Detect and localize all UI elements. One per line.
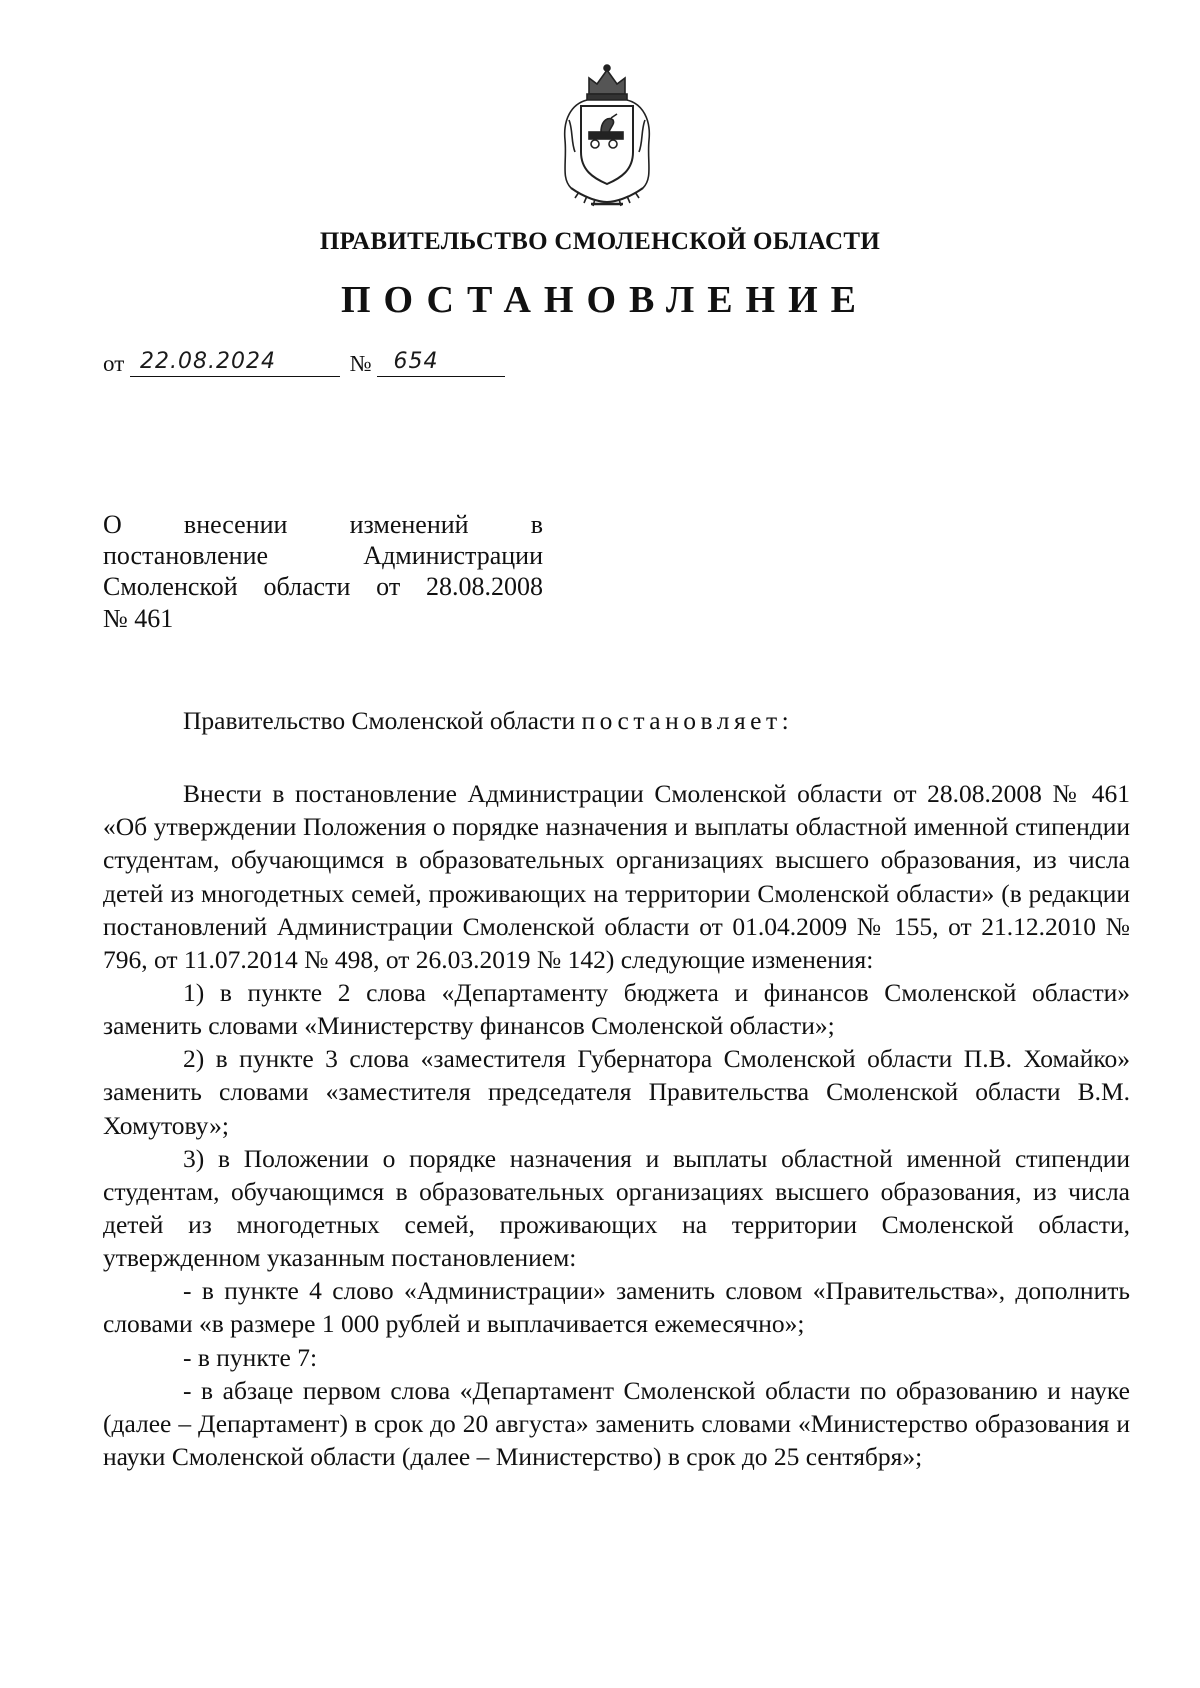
subject-line-3: Смоленской области от 28.08.2008 [103, 572, 543, 602]
number-prefix: № [349, 351, 372, 376]
date-prefix: от [103, 351, 125, 376]
paragraph-main: Внести в постановление Администрации Смоленской области от 28.08.2008 № 461 «Об утверждении Положения о порядке назначения и выплаты областной именной стипендии студентам, обучающимся в образовательных организациях высшего образования, из числа детей из многодетных семей, проживающих на территории Смоленской области» (в редакции постановлений Администрации Смоленской области от 01.04.2009 № 155, от 21.12.2010 № 796, от 11.07.2014 № 498, от 26.03.2019 № 142) следующие изменения: [103, 779, 1130, 974]
document-body [103, 704, 1130, 1473]
subject-line-1: О внесении изменений в [103, 510, 543, 539]
paragraph-item-3: 3) в Положении о порядке назначения и выплаты областной именной стипендии студентам, обучающимся в образовательных организациях высшего образования, из числа детей из многодетных семей, проживающих на территории Смоленской области, утвержденном указанным постановлением: [103, 1143, 1130, 1273]
paragraph-abzac-1: - в абзаце первом слова «Департамент Смоленской области по образованию и науке (далее – Департамент) в срок до 20 августа» заменить словами «Министерство образования и науки Смоленской области (далее – Министерство) в срок до 25 сентября»; [103, 1375, 1130, 1471]
registration-line [103, 351, 505, 377]
handwritten-date: 22.08.2024 [140, 349, 276, 374]
preamble-lead: Правительство Смоленской области [183, 706, 582, 735]
subject-line-4: № 461 [103, 603, 174, 633]
preamble [103, 704, 1130, 737]
subject-block [103, 509, 543, 634]
paragraph-point-4: - в пункте 4 слово «Администрации» заменить словом «Правительства», дополнить словами «в размере 1 000 рублей и выплачивается ежемесячно»; [103, 1276, 1130, 1339]
subject-line-2: постановление Администрации [103, 541, 543, 571]
date-field [130, 349, 340, 377]
coat-of-arms-emblem [551, 60, 663, 210]
preamble-verb: постановляет: [581, 706, 794, 735]
handwritten-number: 654 [393, 349, 439, 374]
number-field [377, 349, 505, 377]
paragraph-item-2: 2) в пункте 3 слова «заместителя Губернатора Смоленской области П.В. Хомайко» заменить словами «заместителя председателя Правительства Смоленской области В.М. Хомутову»; [103, 1044, 1130, 1140]
document-type: ПОСТАНОВЛЕНИЕ [340, 279, 870, 321]
government-title: ПРАВИТЕЛЬСТВО СМОЛЕНСКОЙ ОБЛАСТИ [319, 228, 881, 255]
paragraph-item-1: 1) в пункте 2 слова «Департаменту бюджета и финансов Смоленской области» заменить словами «Министерству финансов Смоленской области»; [103, 977, 1130, 1041]
paragraph-point-7: - в пункте 7: [183, 1342, 318, 1372]
